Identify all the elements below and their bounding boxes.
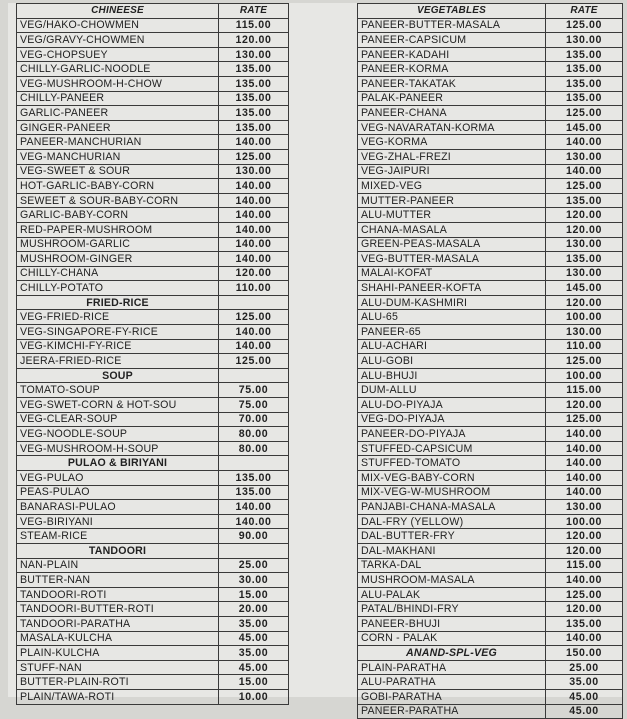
menu-item-row (17, 689, 289, 704)
item-name: VEG-ZHAL-FREZI (358, 149, 546, 164)
item-rate: 130.00 (546, 266, 623, 281)
item-rate: 140.00 (219, 135, 289, 150)
menu-item-row (358, 295, 623, 310)
menu-item-row (358, 427, 623, 442)
item-rate: 15.00 (219, 587, 289, 602)
menu-item-row (358, 266, 623, 281)
item-rate: 100.00 (546, 310, 623, 325)
menu-item-row (17, 266, 289, 281)
menu-item-row (358, 573, 623, 588)
item-name: PANEER-CAPSICUM (358, 33, 546, 48)
menu-item-row (17, 500, 289, 515)
menu-item-row (358, 646, 623, 661)
item-rate: 135.00 (546, 91, 623, 106)
item-rate: 75.00 (219, 383, 289, 398)
item-name: PANEER-TAKATAK (358, 76, 546, 91)
item-rate: 45.00 (546, 689, 623, 704)
item-name: MUTTER-PANEER (358, 193, 546, 208)
item-name: PANEER-DO-PIYAJA (358, 427, 546, 442)
item-rate: 125.00 (546, 354, 623, 369)
item-name: SEWEET & SOUR-BABY-CORN (17, 193, 219, 208)
item-rate: 70.00 (219, 412, 289, 427)
menu-item-row (358, 689, 623, 704)
item-rate: 140.00 (219, 339, 289, 354)
item-name: VEG/GRAVY-CHOWMEN (17, 33, 219, 48)
item-rate: 30.00 (219, 573, 289, 588)
item-name: CHILLY-PANEER (17, 91, 219, 106)
item-rate: 45.00 (546, 704, 623, 719)
item-name: PANEER-BHUJI (358, 616, 546, 631)
menu-item-row (17, 631, 289, 646)
menu-item-row (17, 412, 289, 427)
item-rate: 25.00 (219, 558, 289, 573)
item-rate: 140.00 (219, 208, 289, 223)
menu-item-row (17, 675, 289, 690)
menu-item-row (358, 252, 623, 267)
item-rate: 120.00 (546, 208, 623, 223)
menu-item-row (17, 164, 289, 179)
item-name: PLAIN-KULCHA (17, 646, 219, 661)
menu-item-row (358, 631, 623, 646)
menu-item-row (17, 587, 289, 602)
item-name: ALU-BHUJI (358, 368, 546, 383)
menu-item-row (17, 135, 289, 150)
item-name: ALU-GOBI (358, 354, 546, 369)
item-name: ALU-DO-PIYAJA (358, 398, 546, 413)
item-rate: 135.00 (219, 62, 289, 77)
menu-item-row (358, 441, 623, 456)
menu-item-row (17, 193, 289, 208)
item-name: VEG-JAIPURI (358, 164, 546, 179)
menu-item-row (358, 602, 623, 617)
item-rate: 140.00 (219, 325, 289, 340)
item-name: PANJABI-CHANA-MASALA (358, 500, 546, 515)
item-name: VEG-BIRIYANI (17, 514, 219, 529)
menu-item-row (17, 237, 289, 252)
menu-item-row (358, 120, 623, 135)
item-name: VEG-FRIED-RICE (17, 310, 219, 325)
item-name: PLAIN-PARATHA (358, 660, 546, 675)
item-rate: 140.00 (546, 135, 623, 150)
menu-item-row (358, 660, 623, 675)
item-name: PLAIN/TAWA-ROTI (17, 689, 219, 704)
item-rate (219, 368, 289, 383)
table-header-row (17, 4, 289, 19)
menu-item-row (358, 135, 623, 150)
item-rate: 140.00 (546, 164, 623, 179)
item-name: MIX-VEG-W-MUSHROOM (358, 485, 546, 500)
item-name: TANDOORI-ROTI (17, 587, 219, 602)
chinese-menu-table (16, 3, 289, 705)
item-rate: 135.00 (219, 76, 289, 91)
item-rate: 140.00 (546, 456, 623, 471)
item-rate: 115.00 (219, 18, 289, 33)
menu-item-row (17, 383, 289, 398)
item-rate: 120.00 (546, 222, 623, 237)
item-rate: 135.00 (546, 62, 623, 77)
menu-item-row (358, 193, 623, 208)
item-name: MIX-VEG-BABY-CORN (358, 471, 546, 486)
menu-item-row (17, 529, 289, 544)
item-name: PANEER-PARATHA (358, 704, 546, 719)
item-rate: 145.00 (546, 281, 623, 296)
item-rate: 130.00 (219, 47, 289, 62)
item-rate: 130.00 (546, 149, 623, 164)
item-name: RED-PAPER-MUSHROOM (17, 222, 219, 237)
menu-item-row (358, 76, 623, 91)
item-name: ALU-DUM-KASHMIRI (358, 295, 546, 310)
item-rate: 135.00 (546, 252, 623, 267)
column-header-rate: RATE (546, 4, 623, 19)
menu-item-row (17, 222, 289, 237)
menu-item-row (17, 310, 289, 325)
menu-item-row (17, 325, 289, 340)
vegetables-menu-table (357, 3, 623, 719)
item-rate (219, 456, 289, 471)
menu-item-row (17, 558, 289, 573)
menu-item-row (358, 616, 623, 631)
item-rate: 135.00 (219, 471, 289, 486)
item-name: JEERA-FRIED-RICE (17, 354, 219, 369)
item-rate: 150.00 (546, 646, 623, 661)
item-rate: 130.00 (546, 500, 623, 515)
item-name: GREEN-PEAS-MASALA (358, 237, 546, 252)
menu-item-row (358, 485, 623, 500)
item-name: PANEER-CHANA (358, 106, 546, 121)
menu-item-row (17, 149, 289, 164)
menu-item-row (358, 368, 623, 383)
item-name: TARKA-DAL (358, 558, 546, 573)
menu-item-row (17, 18, 289, 33)
item-name: MALAI-KOFAT (358, 266, 546, 281)
menu-item-row (17, 76, 289, 91)
menu-item-row (17, 339, 289, 354)
item-rate: 135.00 (546, 616, 623, 631)
item-name: VEG-BUTTER-MASALA (358, 252, 546, 267)
menu-item-row (358, 47, 623, 62)
menu-item-row (17, 514, 289, 529)
menu-item-row (17, 398, 289, 413)
section-header-row (17, 543, 289, 558)
item-rate: 140.00 (546, 485, 623, 500)
item-rate: 140.00 (546, 573, 623, 588)
menu-item-row (358, 18, 623, 33)
item-name: STEAM-RICE (17, 529, 219, 544)
section-title: FRIED-RICE (17, 295, 219, 310)
item-name: VEG-KIMCHI-FY-RICE (17, 339, 219, 354)
menu-item-row (358, 704, 623, 719)
menu-item-row (358, 383, 623, 398)
menu-item-row (17, 354, 289, 369)
item-name: TANDOORI-PARATHA (17, 616, 219, 631)
item-rate: 10.00 (219, 689, 289, 704)
menu-item-row (17, 33, 289, 48)
item-rate: 35.00 (219, 616, 289, 631)
item-name: NAN-PLAIN (17, 558, 219, 573)
menu-item-row (358, 675, 623, 690)
item-rate: 110.00 (219, 281, 289, 296)
item-name: GOBI-PARATHA (358, 689, 546, 704)
item-name: ALU-PALAK (358, 587, 546, 602)
item-rate: 140.00 (546, 631, 623, 646)
menu-item-row (17, 573, 289, 588)
menu-item-row (358, 222, 623, 237)
item-name: PALAK-PANEER (358, 91, 546, 106)
menu-item-row (358, 500, 623, 515)
item-rate: 125.00 (546, 106, 623, 121)
menu-item-row (358, 412, 623, 427)
item-name: VEG-SWEET & SOUR (17, 164, 219, 179)
menu-item-row (358, 237, 623, 252)
item-rate: 140.00 (219, 237, 289, 252)
item-name: VEG-PULAO (17, 471, 219, 486)
menu-item-row (17, 252, 289, 267)
menu-item-row (17, 646, 289, 661)
item-name: VEG-KORMA (358, 135, 546, 150)
menu-item-row (17, 106, 289, 121)
item-rate: 125.00 (219, 310, 289, 325)
menu-item-row (17, 120, 289, 135)
item-rate: 120.00 (546, 398, 623, 413)
item-rate: 130.00 (546, 33, 623, 48)
item-name: ALU-65 (358, 310, 546, 325)
item-name: SHAHI-PANEER-KOFTA (358, 281, 546, 296)
menu-item-row (358, 310, 623, 325)
item-rate: 80.00 (219, 427, 289, 442)
menu-item-row (17, 616, 289, 631)
item-rate: 135.00 (546, 76, 623, 91)
section-header-row (17, 368, 289, 383)
item-name: VEG-CHOPSUEY (17, 47, 219, 62)
section-header-row (17, 295, 289, 310)
item-name: PANEER-KORMA (358, 62, 546, 77)
item-name: MUSHROOM-GINGER (17, 252, 219, 267)
item-name: HOT-GARLIC-BABY-CORN (17, 179, 219, 194)
menu-item-row (358, 325, 623, 340)
item-rate: 120.00 (219, 266, 289, 281)
item-name: VEG-NAVARATAN-KORMA (358, 120, 546, 135)
item-name: MIXED-VEG (358, 179, 546, 194)
menu-item-row (358, 514, 623, 529)
item-name: BANARASI-PULAO (17, 500, 219, 515)
item-rate: 125.00 (219, 354, 289, 369)
item-name: STUFF-NAN (17, 660, 219, 675)
item-rate: 140.00 (219, 252, 289, 267)
column-header-rate: RATE (219, 4, 289, 19)
menu-item-row (358, 543, 623, 558)
item-rate (219, 295, 289, 310)
item-rate: 140.00 (546, 427, 623, 442)
item-rate: 15.00 (219, 675, 289, 690)
item-name: DAL-BUTTER-FRY (358, 529, 546, 544)
item-rate: 125.00 (546, 179, 623, 194)
item-rate: 20.00 (219, 602, 289, 617)
menu-item-row (17, 91, 289, 106)
item-rate: 125.00 (546, 412, 623, 427)
item-rate: 140.00 (219, 179, 289, 194)
menu-item-row (17, 208, 289, 223)
item-rate: 140.00 (546, 471, 623, 486)
item-rate: 135.00 (219, 106, 289, 121)
menu-item-row (358, 354, 623, 369)
item-name: VEG-MUSHROOM-H-SOUP (17, 441, 219, 456)
item-name: ALU-MUTTER (358, 208, 546, 223)
section-title: SOUP (17, 368, 219, 383)
item-name: VEG/HAKO-CHOWMEN (17, 18, 219, 33)
item-rate: 120.00 (546, 529, 623, 544)
menu-item-row (17, 47, 289, 62)
menu-item-row (358, 471, 623, 486)
item-rate: 135.00 (219, 120, 289, 135)
item-rate: 135.00 (546, 47, 623, 62)
item-rate: 45.00 (219, 631, 289, 646)
item-name: GARLIC-PANEER (17, 106, 219, 121)
item-rate: 135.00 (219, 485, 289, 500)
item-rate: 120.00 (546, 602, 623, 617)
item-name: STUFFED-TOMATO (358, 456, 546, 471)
item-name: TANDOORI-BUTTER-ROTI (17, 602, 219, 617)
item-rate: 90.00 (219, 529, 289, 544)
item-name: GARLIC-BABY-CORN (17, 208, 219, 223)
section-title: TANDOORI (17, 543, 219, 558)
item-name: BUTTER-PLAIN-ROTI (17, 675, 219, 690)
menu-item-row (358, 339, 623, 354)
item-name: VEG-CLEAR-SOUP (17, 412, 219, 427)
item-name: DUM-ALLU (358, 383, 546, 398)
item-rate: 130.00 (219, 164, 289, 179)
item-name: VEG-NOODLE-SOUP (17, 427, 219, 442)
menu-item-row (358, 106, 623, 121)
item-rate: 75.00 (219, 398, 289, 413)
item-rate: 125.00 (546, 18, 623, 33)
menu-item-row (358, 33, 623, 48)
item-name: VEG-DO-PIYAJA (358, 412, 546, 427)
menu-item-row (358, 164, 623, 179)
item-rate: 35.00 (546, 675, 623, 690)
item-rate: 120.00 (219, 33, 289, 48)
item-name: MUSHROOM-GARLIC (17, 237, 219, 252)
menu-item-row (358, 456, 623, 471)
menu-item-row (17, 441, 289, 456)
item-rate: 135.00 (546, 193, 623, 208)
menu-item-row (358, 91, 623, 106)
menu-item-row (17, 281, 289, 296)
item-rate: 110.00 (546, 339, 623, 354)
menu-item-row (358, 179, 623, 194)
item-rate: 120.00 (546, 543, 623, 558)
item-rate: 115.00 (546, 558, 623, 573)
menu-item-row (17, 660, 289, 675)
item-rate: 140.00 (219, 193, 289, 208)
item-name: CORN - PALAK (358, 631, 546, 646)
menu-sheet (8, 3, 622, 718)
menu-item-row (17, 62, 289, 77)
menu-item-row (17, 427, 289, 442)
item-rate: 135.00 (219, 91, 289, 106)
menu-item-row (358, 208, 623, 223)
item-name: CHILLY-GARLIC-NOODLE (17, 62, 219, 77)
menu-item-row (358, 281, 623, 296)
item-name: ANAND-SPL-VEG (358, 646, 546, 661)
item-name: ALU-PARATHA (358, 675, 546, 690)
item-rate (219, 543, 289, 558)
menu-item-row (17, 471, 289, 486)
item-name: DAL-MAKHANI (358, 543, 546, 558)
item-name: TOMATO-SOUP (17, 383, 219, 398)
item-rate: 140.00 (219, 514, 289, 529)
item-rate: 140.00 (546, 441, 623, 456)
item-name: PATAL/BHINDI-FRY (358, 602, 546, 617)
item-name: DAL-FRY (YELLOW) (358, 514, 546, 529)
menu-item-row (358, 529, 623, 544)
item-name: GINGER-PANEER (17, 120, 219, 135)
menu-item-row (358, 149, 623, 164)
item-rate: 80.00 (219, 441, 289, 456)
item-rate: 25.00 (546, 660, 623, 675)
item-rate: 115.00 (546, 383, 623, 398)
menu-item-row (358, 398, 623, 413)
menu-item-row (358, 587, 623, 602)
item-name: ALU-ACHARI (358, 339, 546, 354)
menu-item-row (17, 602, 289, 617)
item-name: PANEER-KADAHI (358, 47, 546, 62)
item-rate: 100.00 (546, 514, 623, 529)
item-rate: 125.00 (546, 587, 623, 602)
column-header-category: CHINEESE (17, 4, 219, 19)
item-name: PANEER-BUTTER-MASALA (358, 18, 546, 33)
menu-item-row (17, 485, 289, 500)
item-name: CHANA-MASALA (358, 222, 546, 237)
item-name: CHILLY-POTATO (17, 281, 219, 296)
item-rate: 125.00 (219, 149, 289, 164)
item-rate: 120.00 (546, 295, 623, 310)
item-name: BUTTER-NAN (17, 573, 219, 588)
section-title: PULAO & BIRIYANI (17, 456, 219, 471)
item-name: VEG-SWET-CORN & HOT-SOU (17, 398, 219, 413)
item-name: PEAS-PULAO (17, 485, 219, 500)
item-rate: 100.00 (546, 368, 623, 383)
item-name: MUSHROOM-MASALA (358, 573, 546, 588)
menu-item-row (358, 62, 623, 77)
menu-item-row (358, 558, 623, 573)
item-name: MASALA-KULCHA (17, 631, 219, 646)
item-name: VEG-MUSHROOM-H-CHOW (17, 76, 219, 91)
item-rate: 140.00 (219, 500, 289, 515)
column-header-category: VEGETABLES (358, 4, 546, 19)
item-name: VEG-MANCHURIAN (17, 149, 219, 164)
item-rate: 35.00 (219, 646, 289, 661)
section-header-row (17, 456, 289, 471)
item-name: PANEER-MANCHURIAN (17, 135, 219, 150)
table-header-row (358, 4, 623, 19)
item-name: CHILLY-CHANA (17, 266, 219, 281)
item-rate: 130.00 (546, 237, 623, 252)
item-rate: 140.00 (219, 222, 289, 237)
item-rate: 130.00 (546, 325, 623, 340)
item-rate: 145.00 (546, 120, 623, 135)
item-name: STUFFED-CAPSICUM (358, 441, 546, 456)
menu-item-row (17, 179, 289, 194)
item-name: VEG-SINGAPORE-FY-RICE (17, 325, 219, 340)
item-rate: 45.00 (219, 660, 289, 675)
item-name: PANEER-65 (358, 325, 546, 340)
